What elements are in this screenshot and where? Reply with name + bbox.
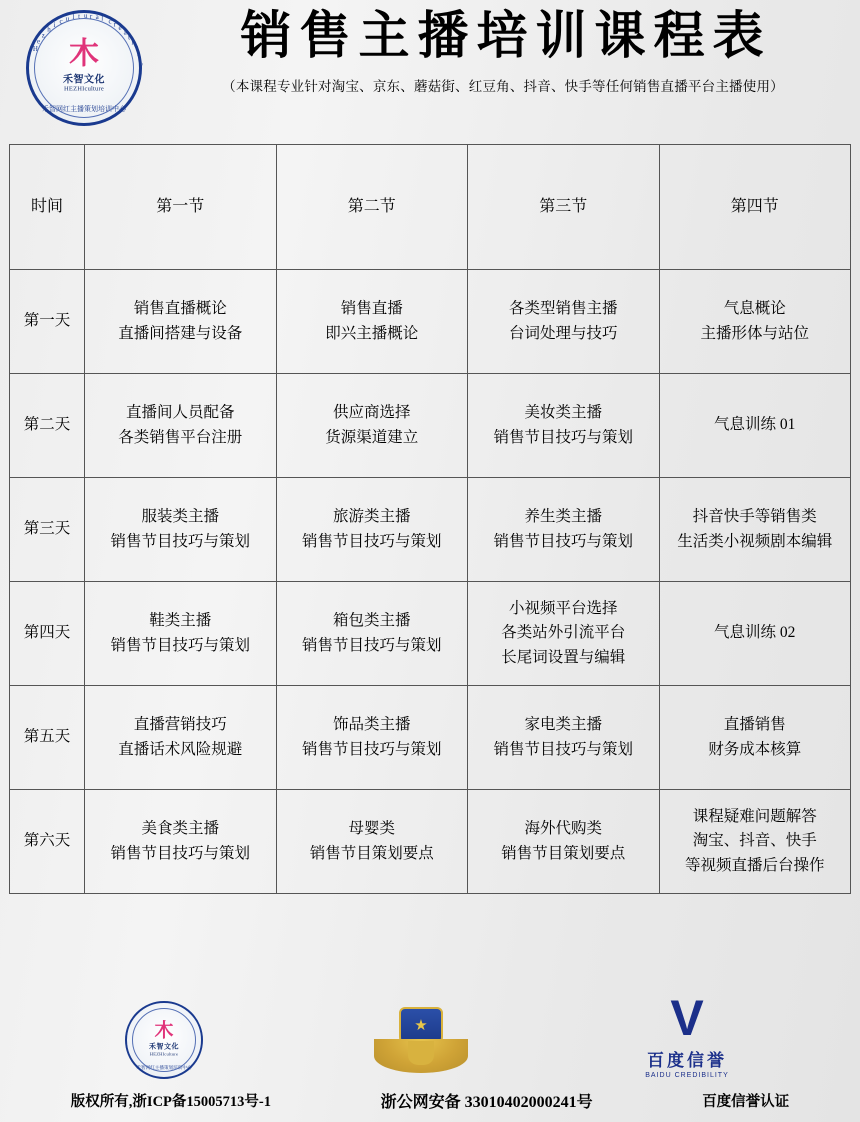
cell-line: 长尾词设置与编辑 [501, 648, 626, 666]
column-header-period-3: 第三节 [468, 145, 660, 270]
table-row [10, 790, 851, 894]
table-row [10, 374, 851, 478]
table-cell [276, 270, 468, 374]
cell-line: 气息训练 02 [714, 624, 796, 642]
cell-line: 销售节目技巧与策划 [493, 428, 633, 446]
cell-line: 货源渠道建立 [325, 428, 419, 446]
baidu-certification-text: 百度信誉认证 [702, 1094, 790, 1110]
company-seal-logo [26, 10, 142, 126]
cell-line: 课程疑难问题解答 [692, 808, 817, 826]
column-header-period-2: 第二节 [276, 145, 468, 270]
cell-line: 各类站外引流平台 [501, 624, 626, 642]
cell-line: 台词处理与技巧 [508, 324, 618, 342]
page-title: 销售主播培训课程表 [240, 9, 772, 65]
table-cell [468, 374, 660, 478]
cell-line: 气息训练 01 [714, 416, 796, 434]
cell-line: 箱包类主播 [332, 612, 411, 630]
cell-line: 即兴主播概论 [325, 324, 419, 342]
seal-center [134, 1021, 194, 1056]
baidu-title: 百度信誉 [647, 1051, 727, 1070]
row-header-day: 第二天 [10, 374, 85, 478]
table-cell [468, 270, 660, 374]
cell-line: 直播营销技巧 [133, 716, 227, 734]
table-cell [85, 582, 277, 686]
row-header-day: 第六天 [10, 790, 85, 894]
seal-company-name-en: HEZHIculture [149, 1051, 179, 1057]
schedule-table [9, 144, 851, 894]
table-cell [659, 790, 851, 894]
schedule-table-wrap [0, 130, 860, 894]
seal-company-name-en: HEZHIculture [64, 85, 104, 93]
cell-line: 美食类主播 [141, 820, 219, 838]
cell-line: 销售节目技巧与策划 [301, 532, 442, 550]
cell-line: 家电类主播 [524, 716, 602, 734]
cell-line: 直播销售 [723, 716, 786, 734]
cell-line: 气息概论 [723, 300, 786, 318]
cell-line: 销售节目技巧与策划 [110, 636, 250, 654]
copyright-text: 版权所有,浙ICP备15005713号-1 [70, 1094, 271, 1110]
table-row [10, 582, 851, 686]
police-record-text[interactable]: 浙公网安备 33010402000241号 [380, 1094, 593, 1111]
cell-line: 直播话术风险规避 [118, 740, 243, 758]
table-cell [85, 478, 277, 582]
cell-line: 各类型销售主播 [508, 300, 618, 318]
cell-line: 财务成本核算 [708, 740, 802, 758]
table-cell [276, 582, 468, 686]
seal-mark-glyph: 木 [69, 37, 99, 71]
row-header-day: 第一天 [10, 270, 85, 374]
baidu-v-glyph: V [670, 990, 704, 1046]
table-row [10, 478, 851, 582]
table-cell [468, 478, 660, 582]
footer-police-badge[interactable] [373, 1005, 469, 1079]
cell-line: 美妆类主播 [524, 404, 602, 422]
cell-line: 销售节目策划要点 [501, 844, 626, 862]
seal-ring-top-text: H e z h i c u l t u r a l c r e a t i v i t y [32, 12, 144, 70]
cell-line: 淘宝、抖音、快手 [692, 832, 817, 850]
table-row [10, 270, 851, 374]
cell-line: 销售节目策划要点 [309, 844, 434, 862]
cell-line: 供应商选择 [332, 404, 411, 422]
cell-line: 各类销售平台注册 [118, 428, 243, 446]
footer-text-bar [0, 1079, 860, 1122]
cell-line: 销售节目技巧与策划 [493, 740, 633, 758]
seal-ring-bottom-text: 禾智网红主播策划培训中心 [136, 1065, 192, 1070]
page-subtitle: （本课程专业针对淘宝、京东、蘑菇街、红豆角、抖音、快手等任何销售直播平台主播使用） [222, 78, 784, 94]
table-cell [659, 686, 851, 790]
cell-line: 母婴类 [348, 820, 395, 838]
table-cell [468, 790, 660, 894]
footer-badges [0, 987, 860, 1079]
column-header-period-1: 第一节 [85, 145, 277, 270]
row-header-day: 第三天 [10, 478, 85, 582]
cell-line: 抖音快手等销售类 [692, 508, 817, 526]
cell-line: 等视频直播后台操作 [684, 856, 825, 874]
cell-line: 销售节目技巧与策划 [301, 740, 442, 758]
company-seal-icon [125, 1001, 203, 1079]
footer-baidu-credibility-badge[interactable] [639, 990, 735, 1079]
table-cell [659, 582, 851, 686]
cell-line: 销售节目技巧与策划 [110, 844, 250, 862]
star-icon: ★ [414, 1018, 428, 1034]
cell-line: 主播形体与站位 [700, 324, 809, 342]
table-cell [276, 686, 468, 790]
cell-line: 直播间搭建与设备 [118, 324, 243, 342]
seal-ring-bottom-text: 禾智网红主播策划培训中心 [42, 105, 126, 113]
baidu-v-icon [639, 990, 735, 1048]
cell-line: 海外代购类 [524, 820, 602, 838]
logo-area [14, 6, 154, 126]
cell-line: 养生类主播 [524, 508, 602, 526]
cell-line: 小视频平台选择 [508, 600, 618, 618]
page-header [0, 0, 860, 130]
footer-company-seal-badge [125, 1001, 203, 1079]
row-header-day: 第四天 [10, 582, 85, 686]
title-block [154, 6, 846, 95]
table-cell [659, 374, 851, 478]
seal-company-name: 禾智文化 [149, 1042, 179, 1051]
wings-icon [374, 1039, 468, 1073]
cell-line: 饰品类主播 [332, 716, 411, 734]
cell-line: 旅游类主播 [332, 508, 411, 526]
column-header-period-4: 第四节 [659, 145, 851, 270]
baidu-subtitle: BAIDU CREDIBILITY [645, 1072, 729, 1079]
table-cell [85, 790, 277, 894]
table-row [10, 686, 851, 790]
table-cell [85, 270, 277, 374]
column-header-time: 时间 [10, 145, 85, 270]
cell-line: 销售节目技巧与策划 [493, 532, 633, 550]
table-cell [468, 582, 660, 686]
table-cell [85, 374, 277, 478]
table-cell [276, 374, 468, 478]
table-header-row [10, 145, 851, 270]
cell-line: 销售节目技巧与策划 [301, 636, 442, 654]
table-cell [468, 686, 660, 790]
table-cell [659, 478, 851, 582]
seal-mark-glyph: 木 [154, 1020, 174, 1042]
cell-line: 生活类小视频剧本编辑 [677, 532, 833, 550]
seal-center [41, 39, 127, 92]
row-header-day: 第五天 [10, 686, 85, 790]
seal-company-name: 禾智文化 [63, 74, 105, 86]
cell-line: 直播间人员配备 [125, 404, 235, 422]
table-cell [276, 478, 468, 582]
table-cell [659, 270, 851, 374]
cell-line: 销售直播 [340, 300, 403, 318]
page-footer [0, 987, 860, 1122]
cell-line: 鞋类主播 [149, 612, 212, 630]
cell-line: 服装类主播 [141, 508, 219, 526]
cell-line: 销售节目技巧与策划 [110, 532, 250, 550]
police-emblem-icon [373, 1005, 469, 1079]
table-cell [276, 790, 468, 894]
cell-line: 销售直播概论 [133, 300, 227, 318]
table-cell [85, 686, 277, 790]
